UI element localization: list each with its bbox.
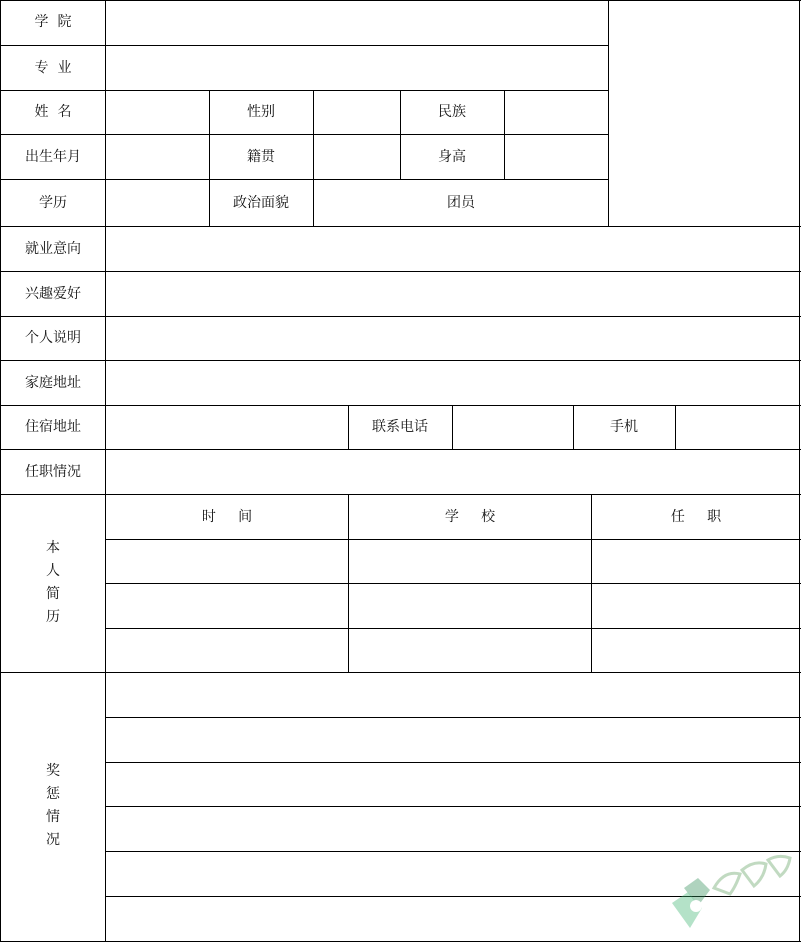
label-resume-char: 本 <box>46 540 60 556</box>
label-awards <box>45 760 61 852</box>
value-political-status: 团员 <box>447 195 475 211</box>
col-line <box>313 179 314 227</box>
label-name: 姓 名 <box>34 104 72 120</box>
photo-area-divider <box>608 0 609 227</box>
resume-header-time: 时 间 <box>201 509 253 525</box>
row-line <box>105 628 801 629</box>
label-ethnicity: 民族 <box>438 104 466 120</box>
label-contact-phone: 联系电话 <box>372 419 428 435</box>
table-border-top <box>0 0 801 1</box>
row-line <box>105 583 801 584</box>
label-job-intention: 就业意向 <box>25 241 81 257</box>
label-major: 专 业 <box>34 60 72 76</box>
label-personal-statement: 个人说明 <box>25 330 81 346</box>
row-line <box>0 316 801 317</box>
resume-header-school: 学 校 <box>444 509 496 525</box>
label-resume-char: 人 <box>46 563 60 579</box>
col-line <box>209 179 210 227</box>
col-line <box>400 90 401 135</box>
label-birth: 出生年月 <box>25 149 81 165</box>
row-line <box>105 762 801 763</box>
label-awards-char: 况 <box>46 832 60 848</box>
row-line <box>105 717 801 718</box>
label-college: 学 院 <box>34 14 72 30</box>
col-line <box>675 405 676 450</box>
label-hobbies: 兴趣爱好 <box>25 286 81 302</box>
label-awards-char: 情 <box>46 809 60 825</box>
label-column-divider <box>105 0 106 942</box>
label-education: 学历 <box>39 195 67 211</box>
col-line <box>313 90 314 180</box>
col-line <box>209 90 210 180</box>
row-line <box>0 134 609 135</box>
row-line <box>0 405 801 406</box>
col-line <box>400 134 401 180</box>
label-mobile: 手机 <box>610 419 638 435</box>
col-line <box>591 494 592 673</box>
table-border-left <box>0 0 1 942</box>
label-political-status: 政治面貌 <box>233 195 289 211</box>
row-line <box>0 90 609 91</box>
row-line <box>0 672 801 673</box>
label-dorm-address: 住宿地址 <box>25 419 81 435</box>
col-line <box>452 405 453 450</box>
col-line <box>348 405 349 450</box>
label-awards-char: 惩 <box>46 786 60 802</box>
label-gender: 性别 <box>247 104 275 120</box>
row-line <box>0 494 801 495</box>
row-line <box>105 806 801 807</box>
row-line <box>0 45 609 46</box>
label-native-place: 籍贯 <box>247 149 275 165</box>
label-positions: 任职情况 <box>25 464 81 480</box>
col-line <box>348 494 349 673</box>
table-border-right <box>799 0 800 942</box>
row-line <box>0 360 801 361</box>
label-home-address: 家庭地址 <box>25 375 81 391</box>
row-line <box>0 179 609 180</box>
col-line <box>504 90 505 180</box>
row-line <box>105 539 801 540</box>
col-line <box>573 405 574 450</box>
row-line <box>0 271 801 272</box>
label-awards-char: 奖 <box>46 763 60 779</box>
row-line <box>0 226 801 227</box>
label-height: 身高 <box>438 149 466 165</box>
label-resume-char: 历 <box>46 609 60 625</box>
label-resume <box>45 537 61 629</box>
label-resume-char: 简 <box>46 586 60 602</box>
resume-header-position: 任 职 <box>670 509 722 525</box>
watermark-logo-icon <box>662 848 801 943</box>
row-line <box>0 449 801 450</box>
